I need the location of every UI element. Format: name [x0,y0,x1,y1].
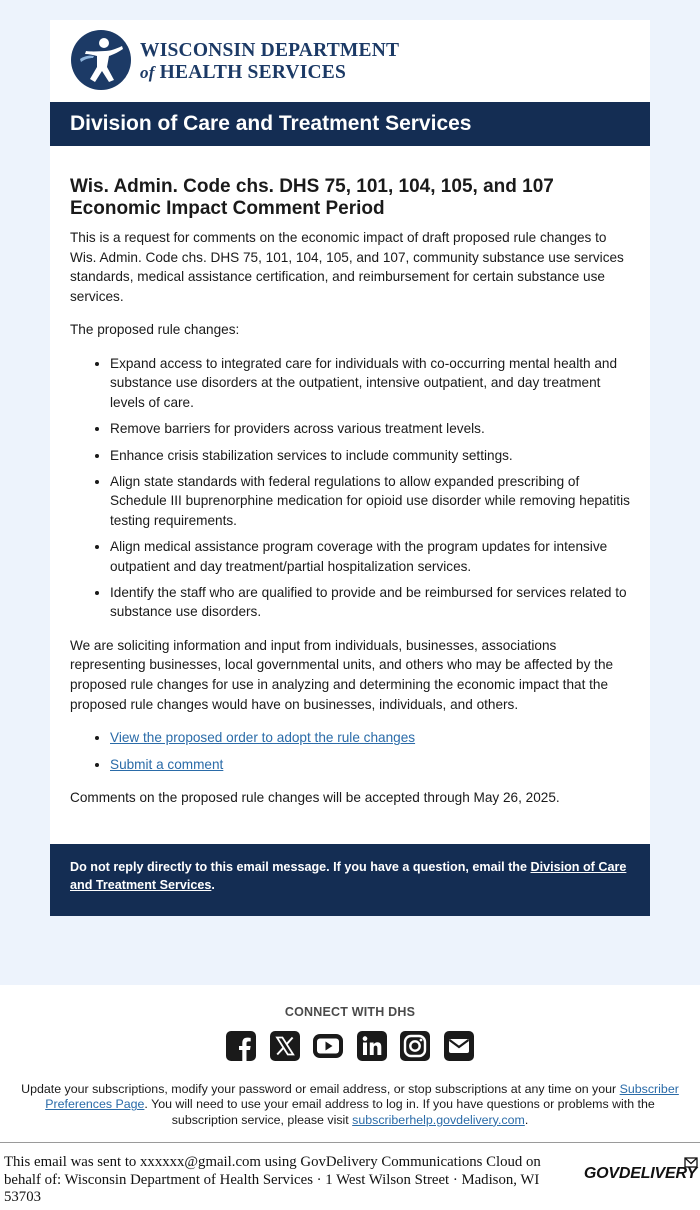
list-item: • Expand access to integrated care for individuals with co-occurring mental health and substance use disorders at the outpatient, intensive outpatient, and day treatment levels of care. [110,354,630,412]
list-item [110,728,630,748]
govdelivery-footer [0,1143,700,1206]
do-not-reply-note [50,844,650,916]
list-item: • Identify the staff who are qualified to provide and be reimbursed for services related to substance use disorders. [110,583,630,622]
dhs-emblem-icon [70,29,132,91]
org-name-line1: WISCONSIN DEPARTMENT [140,40,400,61]
intro-paragraph: This is a request for comments on the economic impact of draft proposed rule changes to Wis. Admin. Code chs. DHS 75, 101, 104, 105, and 107, community substance use services standards, medical assistance certification, and reimbursement for certain substance use services. [70,230,624,304]
subscription-part2: . You will need to use your email address to log in. If you have questions or problems with the subscription service, please visit [144,1097,655,1127]
rule-change-list [70,354,630,622]
article-content [50,146,650,808]
division-banner: Division of Care and Treatment Services [50,102,650,146]
social-links [0,1031,700,1061]
list-item: • Remove barriers for providers across various treatment levels. [110,419,630,438]
list-item: • Enhance crisis stabilization services to include community settings. [110,446,630,465]
govdelivery-logo[interactable]: GOVDELIVERY [583,1165,697,1183]
facebook-icon[interactable] [226,1031,256,1061]
youtube-icon[interactable] [313,1031,343,1061]
linkedin-icon[interactable] [357,1031,387,1061]
org-name-line2: HEALTH SERVICES [159,62,347,83]
soliciting-paragraph: We are soliciting information and input from individuals, businesses, associations representing businesses, local governmental units, and others who may be affected by the proposed rule changes for use in analyzing and determining the economic impact that the proposed rule changes would have on businesses, individuals, and others. [70,637,614,712]
subscription-part3: . [524,1112,529,1127]
lead-paragraph: The proposed rule changes: [70,322,240,338]
email-icon[interactable] [444,1031,474,1061]
dhs-logo[interactable] [50,20,650,102]
list-item: • Align state standards with federal regulations to allow expanded prescribing of Schedule III buprenorphine medication for opioid use disorder while removing hepatitis testing requirements. [110,472,630,530]
connect-heading: CONNECT WITH DHS [284,1005,416,1019]
subscriber-help-link[interactable]: subscriberhelp.govdelivery.com [352,1112,525,1127]
x-icon[interactable] [270,1031,300,1061]
closing-paragraph: Comments on the proposed rule changes will be accepted through May 26, 2025. [70,790,560,806]
subscription-part1: Update your subscriptions, modify your password or email address, or stop subscriptions at any time on your [21,1082,620,1096]
govdelivery-text: This email was sent to xxxxxx@gmail.com using GovDelivery Communications Cloud on behalf of: Wisconsin Department of Health Services · 1 West Wilson Street · Madison, WI 53703 [4,1154,541,1206]
division-email-link[interactable]: Division of Care and Treatment Services [70,860,627,892]
dhs-wordmark [140,40,399,84]
view-proposed-order-link[interactable]: View the proposed order to adopt the rule changes [110,730,416,746]
article-title: Wis. Admin. Code chs. DHS 75, 101, 104, 105, and 107 Economic Impact Comment Period [70,176,554,219]
do-not-reply-end: . [211,877,215,892]
list-item [110,755,630,775]
list-item: • Align medical assistance program coverage with the program updates for intensive outpatient and day treatment/partial hospitalization services. [110,537,630,576]
org-name-of: of [140,63,155,82]
email-card [50,20,650,916]
subscriber-preferences-link[interactable]: Subscriber Preferences Page [45,1082,679,1112]
link-list [70,728,630,774]
do-not-reply-text: Do not reply directly to this email message. If you have a question, email the [70,860,531,874]
subscription-text [0,1061,700,1128]
instagram-icon[interactable] [400,1031,430,1061]
submit-comment-link[interactable]: Submit a comment [110,756,224,772]
